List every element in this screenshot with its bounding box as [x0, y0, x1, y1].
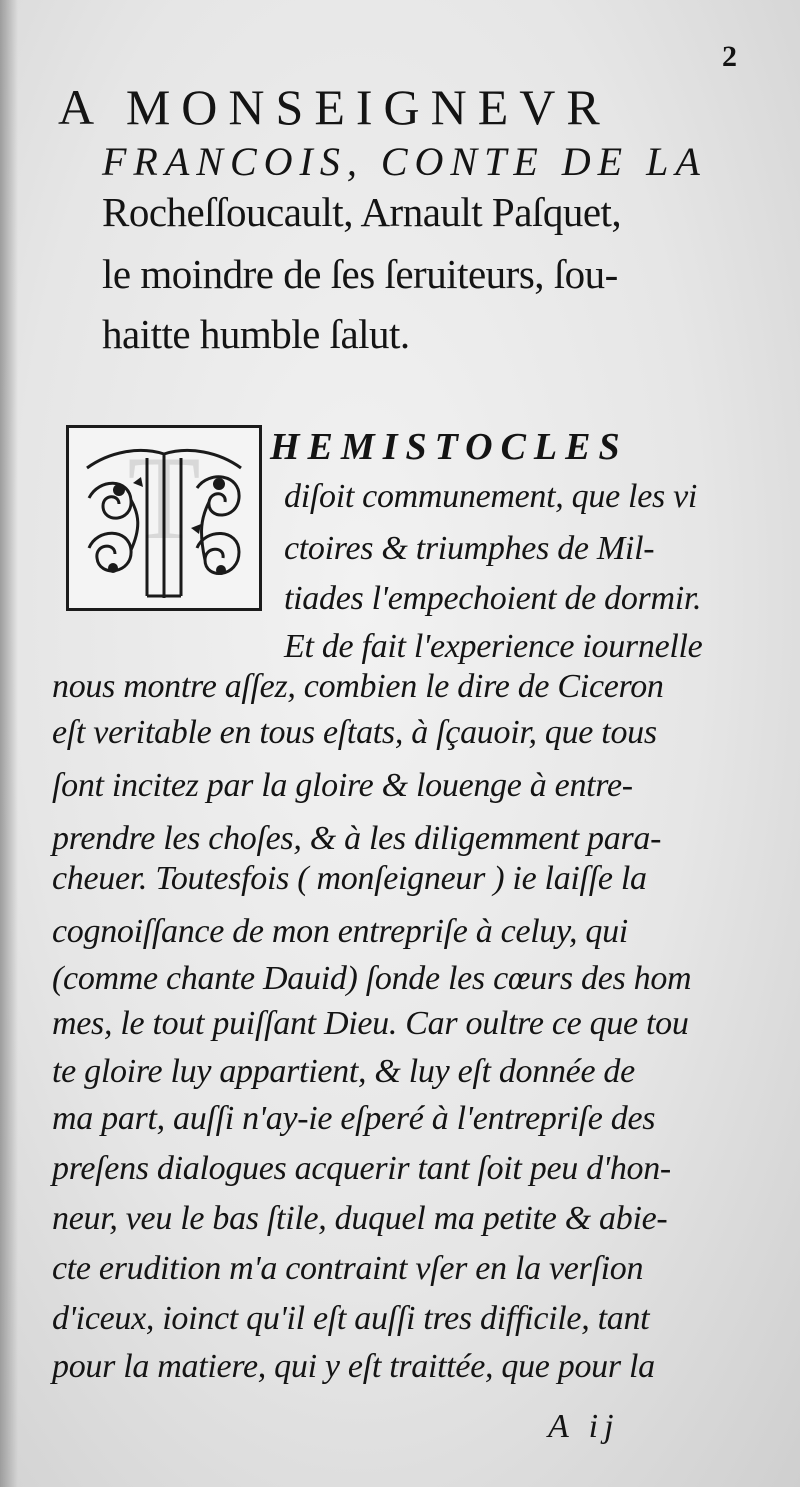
- body-line: diſoit communement, que les vi: [284, 478, 698, 515]
- dedication-line: haitte humble ſalut.: [102, 311, 410, 357]
- opening-word: HEMISTOCLES: [270, 426, 628, 468]
- dedication-line: Rocheſſoucault, Arnault Paſquet,: [102, 189, 622, 235]
- body-line: ctoires & triumphes de Mil-: [284, 530, 655, 567]
- body-line: tiades l'empechoient de dormir.: [284, 580, 702, 617]
- body-line: preſens dialogues acquerir tant ſoit peu d'hon-: [52, 1150, 671, 1187]
- dedication-line: le moindre de ſes ſeruiteurs, ſou-: [102, 251, 618, 297]
- dedication-heading: A MONSEIGNEVR: [58, 79, 611, 135]
- ornamental-initial-graphic: [69, 428, 259, 608]
- body-line: nous montre aſſez, combien le dire de Ciceron: [52, 668, 664, 705]
- body-line: (comme chante Dauid) ſonde les cœurs des hom: [52, 960, 692, 997]
- body-line: te gloire luy appartient, & luy eſt donnée de: [52, 1053, 635, 1090]
- ornamental-initial: [66, 425, 262, 611]
- initial-letter: T: [127, 431, 201, 564]
- body-line: eſt veritable en tous eſtats, à ſçauoir, que tous: [52, 714, 657, 751]
- body-line: neur, veu le bas ſtile, duquel ma petite & abie-: [52, 1200, 668, 1237]
- body-line: ma part, auſſi n'ay-ie eſperé à l'entrepriſe des: [52, 1100, 656, 1137]
- body-line: mes, le tout puiſſant Dieu. Car oultre ce que tou: [52, 1005, 689, 1042]
- body-line: cheuer. Toutesfois ( monſeigneur ) ie laiſſe la: [52, 860, 647, 897]
- body-line: prendre les choſes, & à les diligemment para-: [52, 820, 662, 857]
- body-line: cognoiſſance de mon entrepriſe à celuy, qui: [52, 913, 628, 950]
- signature-mark: A ij: [548, 1408, 620, 1445]
- body-line: Et de fait l'experience iournelle: [284, 628, 703, 665]
- body-line: d'iceux, ioinct qu'il eſt auſſi tres difficile, tant: [52, 1300, 650, 1337]
- body-line: ſont incitez par la gloire & louenge à entre-: [52, 767, 633, 804]
- body-line: pour la matiere, qui y eſt traittée, que pour la: [52, 1348, 655, 1385]
- dedication-subheading: FRANCOIS, CONTE DE LA: [102, 139, 707, 184]
- page-number: 2: [722, 40, 737, 73]
- body-line: cte erudition m'a contraint vſer en la verſion: [52, 1250, 644, 1287]
